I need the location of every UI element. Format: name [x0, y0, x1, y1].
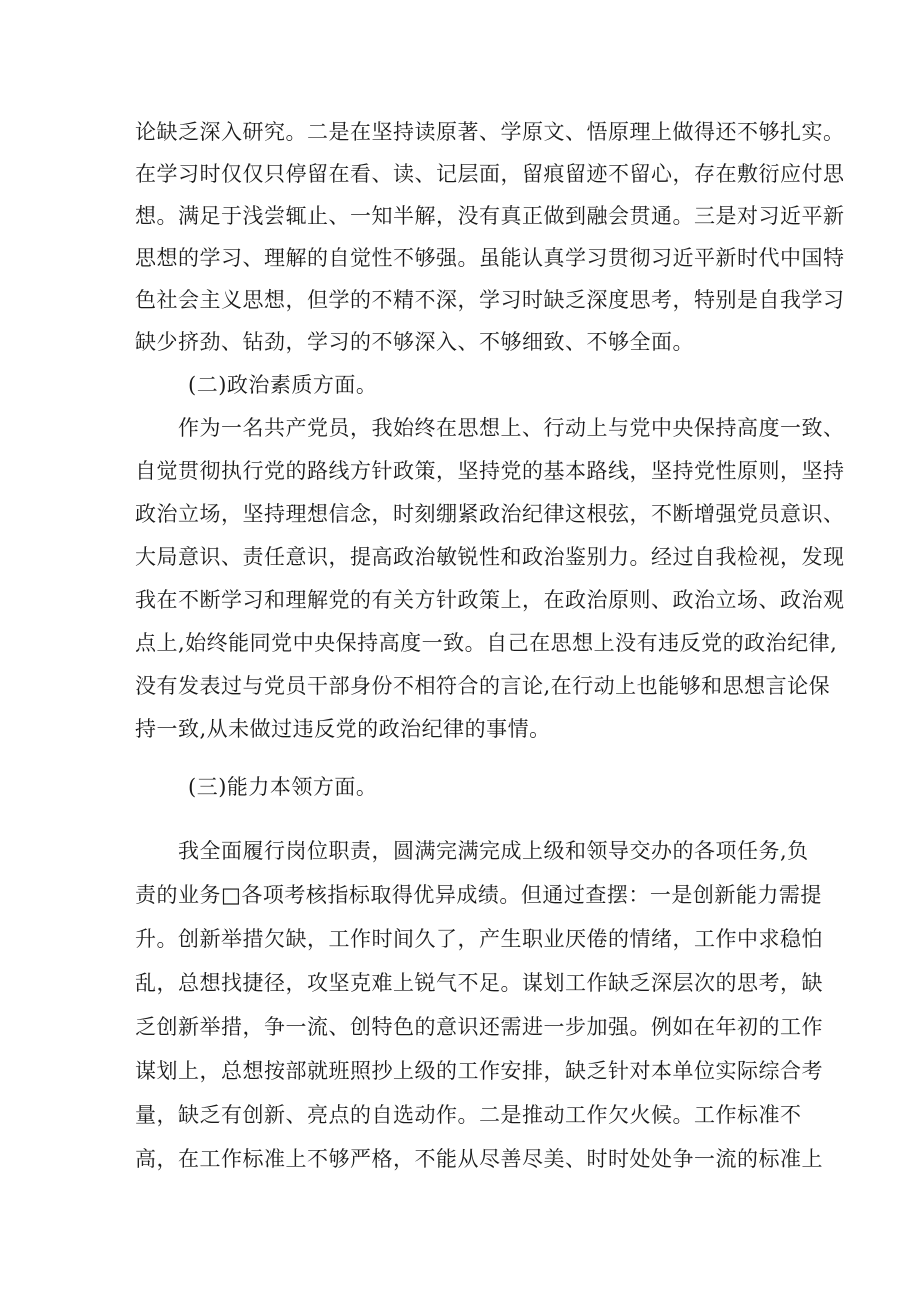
paragraph-line: 持一致,从未做过违反党的政治纪律的事情。: [135, 717, 551, 741]
paragraph-line: 大局意识、责任意识，提高政治敏锐性和政治鉴别力。经过自我检视，发现: [135, 545, 845, 569]
paragraph-line: 思想的学习、理解的自觉性不够强。虽能认真学习贯彻习近平新时代中国特: [135, 246, 845, 270]
paragraph-line: 我在不断学习和理解党的有关方针政策上，在政治原则、政治立场、政治观: [135, 588, 845, 612]
paragraph-line: 高，在工作标准上不够严格，不能从尽善尽美、时时处处争一流的标准上: [135, 1147, 823, 1171]
paragraph-line: 没有发表过与党员干部身份不相符合的言论,在行动上也能够和思想言论保: [135, 674, 831, 698]
paragraph-line: 乏创新举措，争一流、创特色的意识还需进一步加强。例如在年初的工作: [135, 1015, 823, 1039]
paragraph-line: 想。满足于浅尝辄止、一知半解，没有真正做到融会贯通。三是对习近平新: [135, 204, 845, 228]
paragraph-line: 在学习时仅仅只停留在看、读、记层面，留痕留迹不留心，存在敷衍应付思: [135, 162, 845, 186]
paragraph-line: 量，缺乏有创新、亮点的自选动作。二是推动工作欠火候。工作标准不: [135, 1103, 802, 1127]
paragraph-line: 乱，总想找捷径，攻坚克难上锐气不足。谋划工作缺乏深层次的思考，缺: [135, 971, 823, 995]
paragraph-line: 谋划上，总想按部就班照抄上级的工作安排，缺乏针对本单位实际综合考: [135, 1059, 823, 1083]
paragraph-line: 色社会主义思想，但学的不精不深，学习时缺乏深度思考，特别是自我学习: [135, 288, 845, 312]
paragraph-line: 升。创新举措欠缺，工作时间久了，产生职业厌倦的情绪，工作中求稳怕: [135, 927, 823, 951]
paragraph-line: 作为一名共产党员，我始终在思想上、行动上与党中央保持高度一致、: [178, 416, 845, 440]
paragraph-line: 点上,始终能同党中央保持高度一致。自己在思想上没有违反党的政治纪律,: [135, 631, 838, 655]
paragraph-line: 政治立场，坚持理想信念，时刻绷紧政治纪律这根弦，不断增强党员意识、: [135, 502, 845, 526]
paragraph-line: 责的业务□各项考核指标取得优异成绩。但通过查摆：一是创新能力需提: [135, 883, 822, 907]
section-heading: (三)能力本领方面。: [188, 775, 378, 799]
paragraph-line: 缺少挤劲、钻劲，学习的不够深入、不够细致、不够全面。: [135, 330, 694, 354]
paragraph-line: 自觉贯彻执行党的路线方针政策，坚持党的基本路线，坚持党性原则，坚持: [135, 459, 845, 483]
paragraph-line: 我全面履行岗位职责，圆满完满完成上级和领导交办的各项任务,负: [178, 839, 809, 863]
paragraph-line: 论缺乏深入研究。二是在坚持读原著、学原文、悟原理上做得还不够扎实。: [135, 120, 845, 144]
section-heading: (二)政治素质方面。: [188, 373, 378, 397]
